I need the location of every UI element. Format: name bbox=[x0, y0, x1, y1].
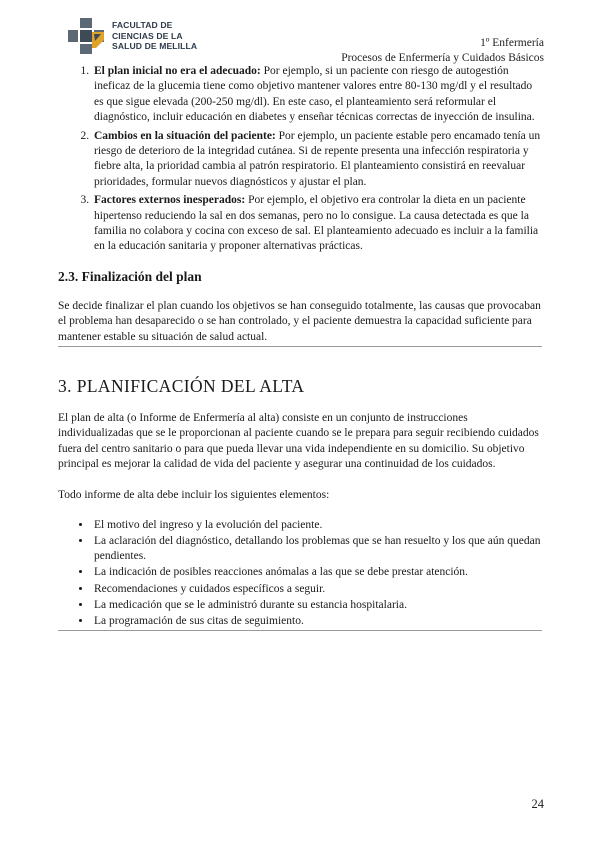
finalization-heading: 2.3. Finalización del plan bbox=[58, 268, 202, 284]
faculty-logo bbox=[68, 18, 208, 58]
list-item: • La programación de sus citas de seguimiento. bbox=[92, 614, 542, 630]
list-item bbox=[92, 193, 542, 255]
discharge-intro-paragraph: El plan de alta (o Informe de Enfermería al alta) consiste en un conjunto de instrucciones individualizadas que se le proporcionan al paciente cuando se le prepara para seguir recibiendo cuidados fuera del centro sanitario o para que pueda llevar una vida independiente en su domicilio. Su objetivo principal es mejorar la calidad de vida del paciente y asegurar una continuidad de los cuidados. bbox=[58, 411, 539, 471]
section-divider bbox=[58, 630, 542, 631]
logo-line: CIENCIAS DE LA bbox=[112, 30, 183, 41]
reason-text: Por ejemplo, un paciente estable pero encamado tenía un riesgo de deterioro de la integridad cutánea. Si de repente presenta una infección respiratoria y fiebre alta, la prioridad cambia al patrón respiratorio. El planteamiento consistirá en reevaluar prioridades, formular nuevos diagnósticos y ajustar el plan. bbox=[94, 129, 541, 188]
reasons-list bbox=[58, 64, 542, 255]
page-number: 24 bbox=[531, 797, 544, 811]
logo-line: FACULTAD DE bbox=[112, 20, 173, 30]
discharge-elements-list bbox=[58, 518, 542, 630]
main-content bbox=[58, 64, 542, 631]
list-item: • El motivo del ingreso y la evolución del paciente. bbox=[92, 518, 542, 534]
list-item: • Recomendaciones y cuidados específicos a seguir. bbox=[92, 582, 542, 598]
page-header bbox=[341, 36, 544, 66]
reason-title: Factores externos inesperados: bbox=[94, 194, 246, 207]
list-item: • La medicación que se le administró durante su estancia hospitalaria. bbox=[92, 598, 542, 614]
list-item: • La aclaración del diagnóstico, detallando los problemas que se han resuelto y los que aún quedan pendientes. bbox=[92, 534, 542, 565]
logo-line: SALUD DE MELILLA bbox=[112, 41, 198, 52]
reason-text: Por ejemplo, el objetivo era controlar la dieta en un paciente hipertenso reduciendo la sal en dos semanas, pero no lo consigue. La causa detectada es que la familia no colabora y cocina con exceso de sal. El planteamiento adecuado es incluir a la familia en la educación sanitaria y proponer alternativas prácticas. bbox=[94, 194, 539, 253]
logo-text bbox=[112, 20, 197, 52]
finalization-paragraph: Se decide finalizar el plan cuando los objetivos se han conseguido totalmente, las causas que provocaban el problema han desaparecido o se han controlado, y el paciente demuestra la capacidad suficiente para mantener estable su situación de salud actual. bbox=[58, 299, 541, 344]
reason-text: Por ejemplo, si un paciente con riesgo de autogestión ineficaz de la glucemia tiene como objetivo mantener valores entre 80-130 mg/dl y el resultado es que sigue elevada (200-250 mg/dl). En este caso, el planteamiento será reformular el diagnóstico, incluir educación en diabetes y enseñar técnicas correctas de inyección de insulina. bbox=[94, 65, 535, 124]
subject-label: Procesos de Enfermería y Cuidados Básicos bbox=[341, 52, 544, 64]
list-item: • La indicación de posibles reacciones anómalas a las que se debe prestar atención. bbox=[92, 565, 542, 581]
faculty-logo-icon bbox=[68, 18, 106, 56]
reason-title: El plan inicial no era el adecuado: bbox=[94, 65, 261, 77]
section-divider bbox=[58, 346, 542, 347]
elements-intro-paragraph: Todo informe de alta debe incluir los siguientes elementos: bbox=[58, 489, 330, 502]
list-item bbox=[92, 129, 542, 191]
course-label: 1º Enfermería bbox=[480, 37, 544, 49]
reason-title: Cambios en la situación del paciente: bbox=[94, 129, 276, 142]
list-item bbox=[92, 64, 542, 126]
section-heading: 3. PLANIFICACIÓN DEL ALTA bbox=[58, 375, 305, 396]
